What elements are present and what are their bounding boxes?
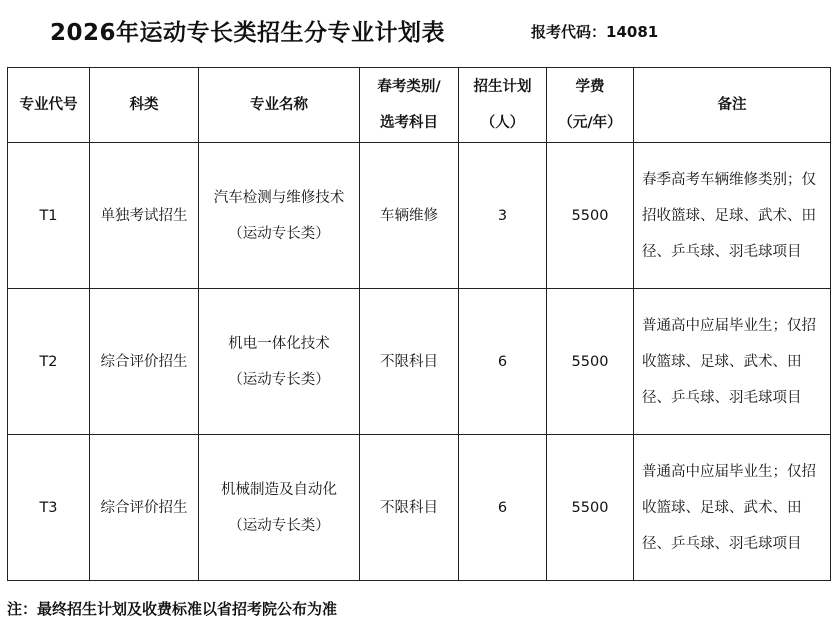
- cell-plan: 6: [459, 289, 547, 435]
- exam-code: [531, 21, 658, 42]
- header-plan-line1: 招生计划: [473, 79, 532, 95]
- header-category: 科类: [90, 68, 199, 143]
- table-row: [8, 435, 831, 581]
- cell-note: 普通高中应届毕业生；仅招收篮球、足球、武术、田径、乒乓球、羽毛球项目: [634, 289, 831, 435]
- header-row: [8, 68, 831, 143]
- header-spring-line2: 选考科目: [380, 115, 438, 131]
- cell-major: [199, 289, 360, 435]
- cell-category: 综合评价招生: [90, 289, 199, 435]
- table-row: [8, 143, 831, 289]
- cell-code: T2: [8, 289, 90, 435]
- cell-major-name: 机电一体化技术: [228, 335, 330, 352]
- cell-major-type: （运动专长类）: [228, 517, 330, 534]
- cell-spring: 不限科目: [360, 289, 459, 435]
- cell-fee: 5500: [547, 143, 634, 289]
- page-title: 2026年运动专长类招生分专业计划表: [50, 20, 446, 46]
- header-plan: [459, 68, 547, 143]
- cell-spring: 车辆维修: [360, 143, 459, 289]
- exam-code-label: 报考代码：: [531, 23, 607, 41]
- cell-category: 综合评价招生: [90, 435, 199, 581]
- cell-note: 普通高中应届毕业生；仅招收篮球、足球、武术、田径、乒乓球、羽毛球项目: [634, 435, 831, 581]
- cell-code: T3: [8, 435, 90, 581]
- table-row: [8, 289, 831, 435]
- cell-major-type: （运动专长类）: [228, 371, 330, 388]
- cell-plan: 6: [459, 435, 547, 581]
- cell-fee: 5500: [547, 289, 634, 435]
- cell-spring: 不限科目: [360, 435, 459, 581]
- header-fee-line2: （元/年）: [558, 115, 622, 131]
- header-major: 专业名称: [199, 68, 360, 143]
- enrollment-plan-table: [7, 67, 831, 581]
- header-spring: [360, 68, 459, 143]
- header-fee-line1: 学费: [575, 79, 605, 95]
- header-plan-line2: （人）: [480, 115, 525, 131]
- cell-major: [199, 435, 360, 581]
- cell-major-name: 汽车检测与维修技术: [213, 189, 345, 206]
- footer-note: 注：最终招生计划及收费标准以省招考院公布为准: [7, 600, 338, 618]
- cell-fee: 5500: [547, 435, 634, 581]
- header-note: 备注: [634, 68, 831, 143]
- header-code: 专业代号: [8, 68, 90, 143]
- cell-major-name: 机械制造及自动化: [221, 481, 337, 498]
- cell-major: [199, 143, 360, 289]
- cell-plan: 3: [459, 143, 547, 289]
- cell-code: T1: [8, 143, 90, 289]
- cell-category: 单独考试招生: [90, 143, 199, 289]
- cell-note: 春季高考车辆维修类别；仅招收篮球、足球、武术、田径、乒乓球、羽毛球项目: [634, 143, 831, 289]
- header-spring-line1: 春考类别/: [377, 79, 441, 95]
- cell-major-type: （运动专长类）: [228, 225, 330, 242]
- exam-code-value: 14081: [606, 23, 659, 41]
- header-fee: [547, 68, 634, 143]
